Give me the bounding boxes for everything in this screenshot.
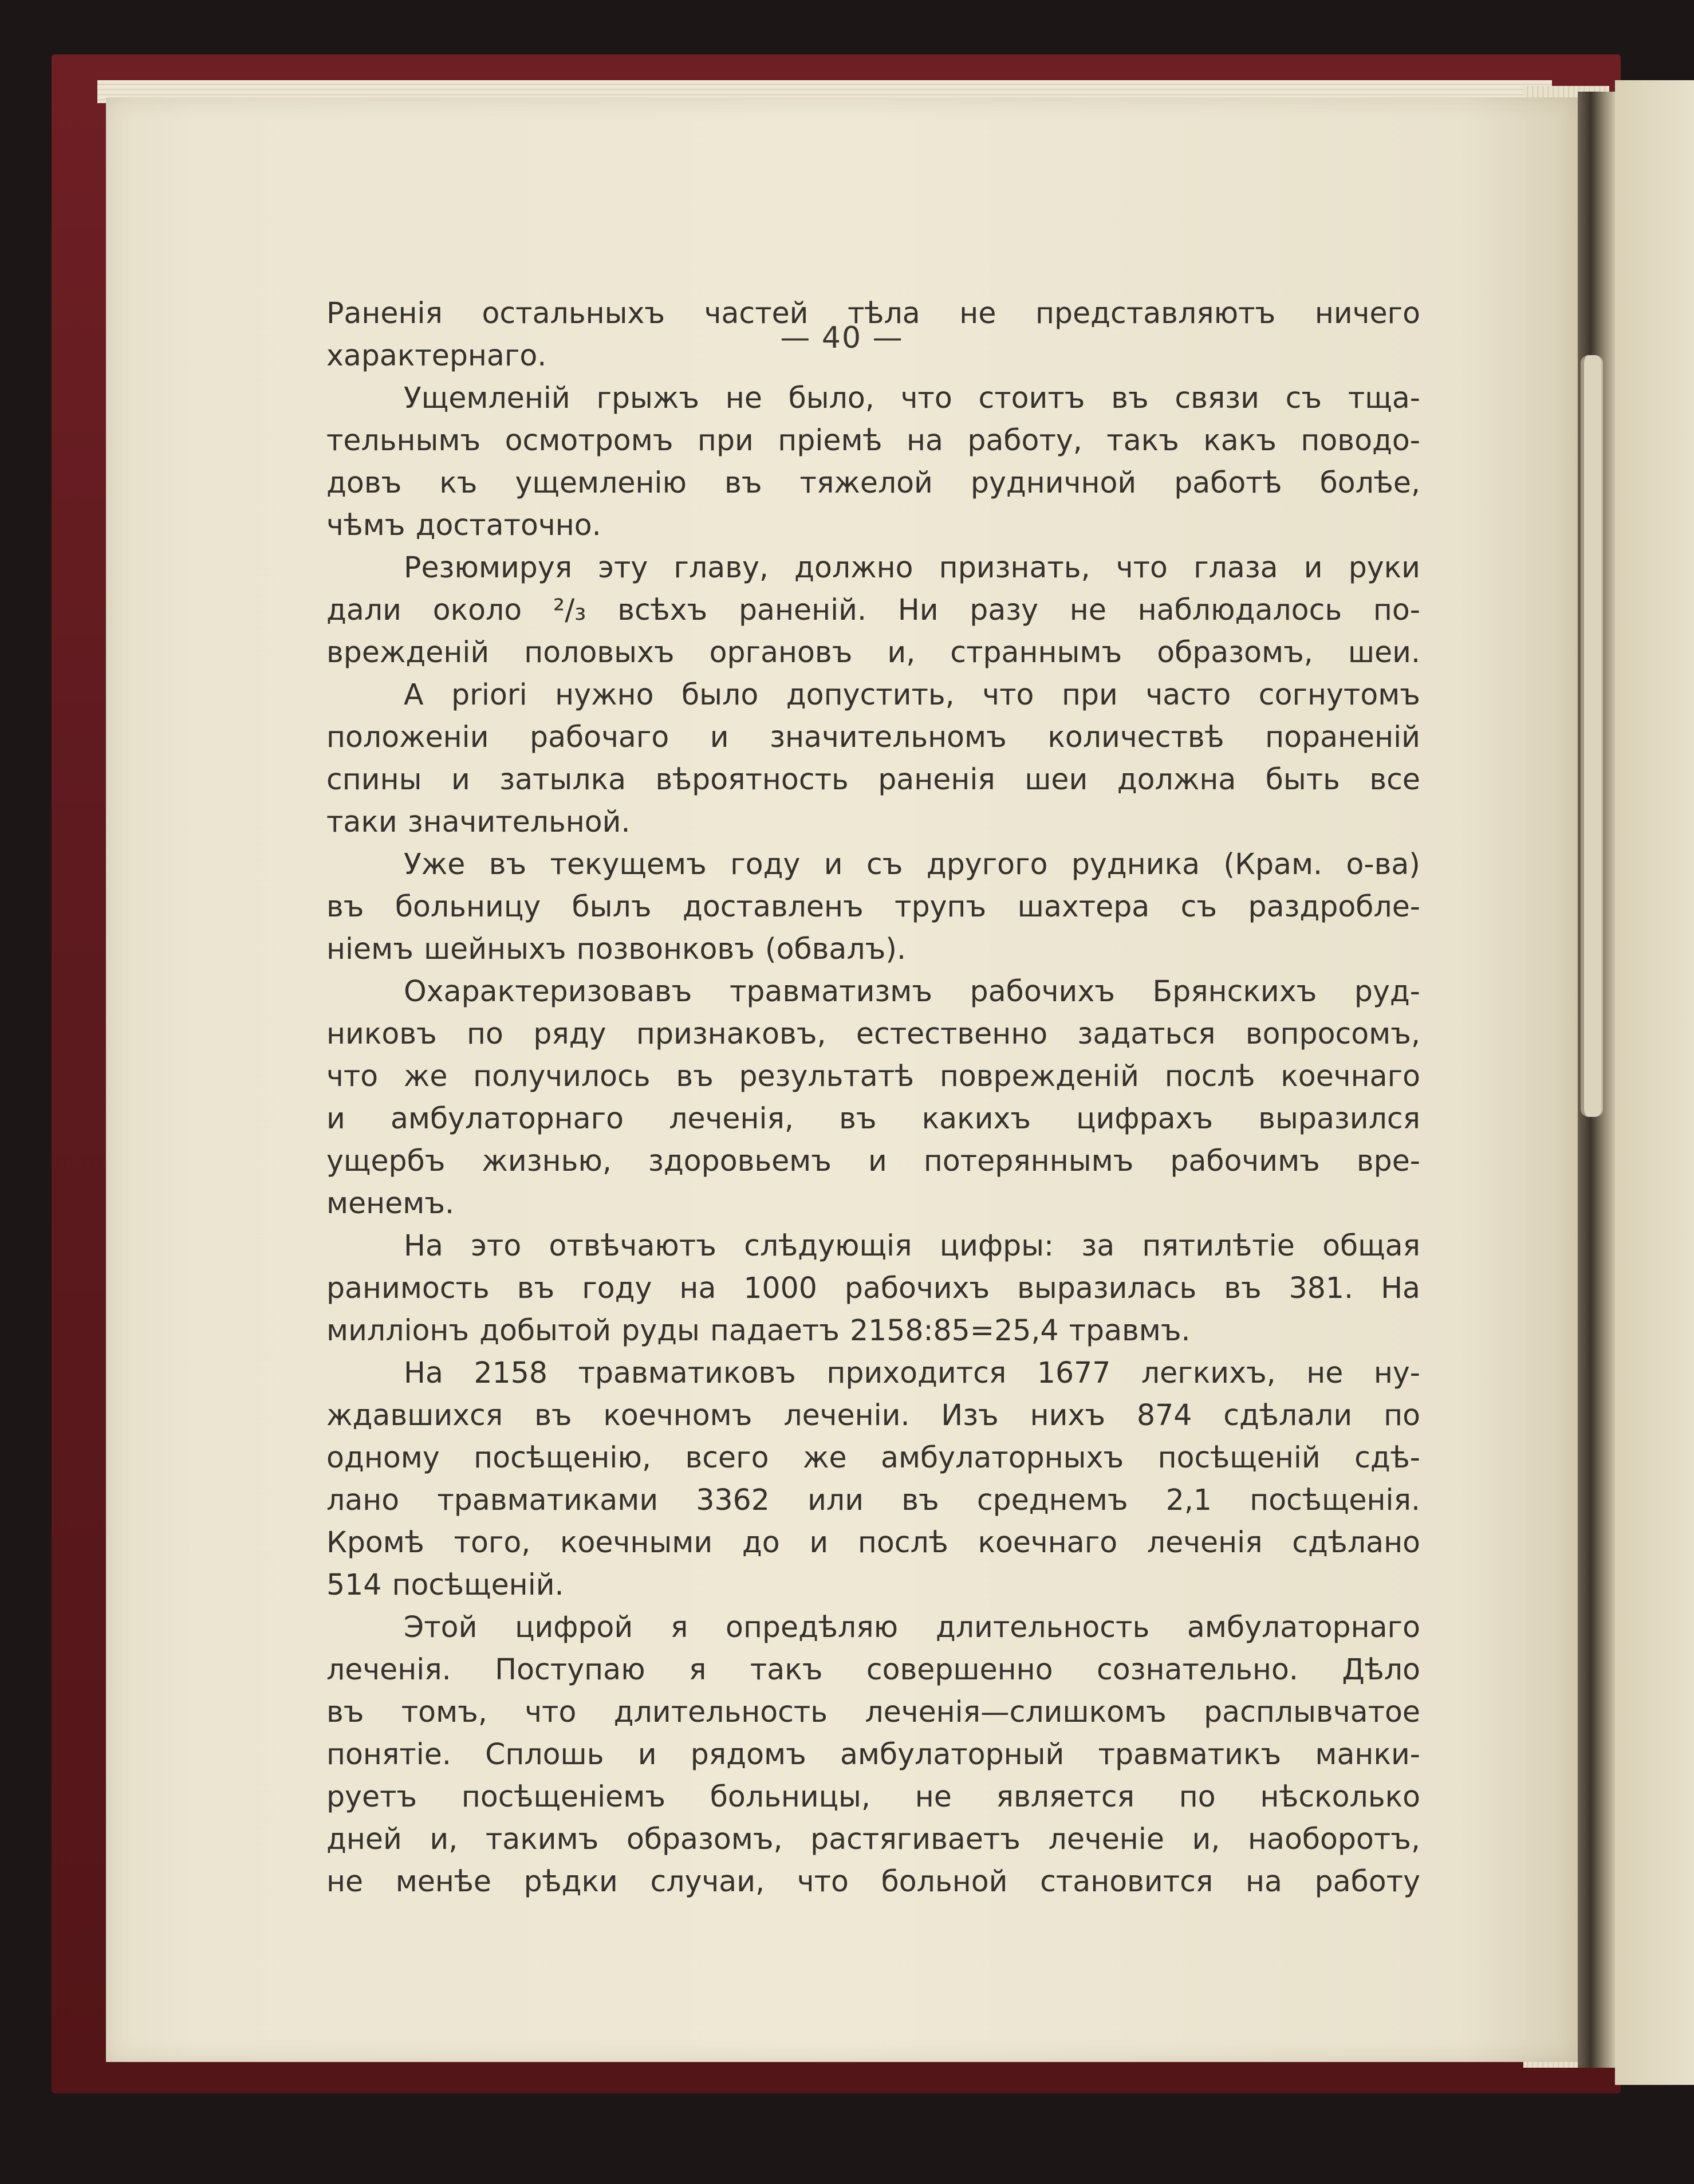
text-line: одному посѣщенію, всего же амбулаторныхъ посѣщеній сдѣ- (326, 1441, 1420, 1474)
text-line: тельнымъ осмотромъ при пріемѣ на работу, такъ какъ поводо- (326, 423, 1420, 457)
text-line: Охарактеризовавъ травматизмъ рабочихъ Брянскихъ руд- (404, 974, 1420, 1008)
text-line: таки значительной. (326, 805, 631, 839)
text-line: ніемъ шейныхъ позвонковъ (обвалъ). (326, 932, 907, 966)
text-line: А priori нужно было допустить, что при часто согнутомъ (404, 678, 1420, 711)
text-line: не менѣе рѣдки случаи, что больной становится на работу (326, 1864, 1420, 1898)
text-line: ждавшихся въ коечномъ леченіи. Изъ нихъ 874 сдѣлали по (326, 1398, 1420, 1432)
text-line: дней и, такимъ образомъ, растягиваетъ леченіе и, наоборотъ, (326, 1822, 1420, 1856)
text-line: Резюмируя эту главу, должно признать, что глаза и руки (404, 550, 1420, 584)
text-line: ущербъ жизнью, здоровьемъ и потеряннымъ рабочимъ вре- (326, 1144, 1420, 1178)
text-line: руетъ посѣщеніемъ больницы, не является по нѣсколько (326, 1780, 1420, 1813)
text-line: милліонъ добытой руды падаетъ 2158:85=25,4 травмъ. (326, 1313, 1191, 1347)
text-line: довъ къ ущемленію въ тяжелой рудничной работѣ болѣе, (326, 466, 1420, 499)
text-line: въ больницу былъ доставленъ трупъ шахтера съ раздробле- (326, 890, 1420, 923)
text-line: Этой цифрой я опредѣляю длительность амбулаторнаго (404, 1610, 1420, 1644)
text-line: врежденій половыхъ органовъ и, страннымъ образомъ, шеи. (326, 635, 1420, 669)
text-line: въ томъ, что длительность леченія—слишкомъ расплывчатое (326, 1695, 1420, 1729)
text-line: характернаго. (326, 339, 547, 372)
text-line: На это отвѣчаютъ слѣдующія цифры: за пятилѣтіе общая (404, 1229, 1420, 1262)
text-line: положеніи рабочаго и значительномъ количествѣ пораненій (326, 720, 1420, 754)
text-line: понятіе. Сплошь и рядомъ амбулаторный травматикъ манки- (326, 1737, 1420, 1771)
text-line: никовъ по ряду признаковъ, естественно задаться вопросомъ, (326, 1017, 1420, 1050)
body-text (326, 292, 1420, 1903)
text-line: 514 посѣщеній. (326, 1568, 564, 1601)
text-line: что же получилось въ результатѣ поврежденій послѣ коечнаго (326, 1059, 1420, 1093)
text-line: ранимость въ году на 1000 рабочихъ выразилась въ 381. На (326, 1271, 1420, 1305)
text-line: Уже въ текущемъ году и съ другого рудника (Крам. о-ва) (404, 847, 1420, 881)
facing-page-edge (1615, 80, 1694, 2085)
text-line: и амбулаторнаго леченія, въ какихъ цифрахъ выразился (326, 1101, 1420, 1135)
text-line: Ущемленій грыжъ не было, что стоитъ въ связи съ тща- (404, 381, 1420, 415)
text-line: На 2158 травматиковъ приходится 1677 легкихъ, не ну- (404, 1356, 1420, 1390)
text-line: Раненія остальныхъ частей тѣла не представляютъ ничего (326, 296, 1420, 330)
text-line: леченія. Поступаю я такъ совершенно сознательно. Дѣло (326, 1652, 1420, 1686)
text-line: менемъ. (326, 1186, 455, 1220)
text-line: дали около ²/₃ всѣхъ раненій. Ни разу не наблюдалось по- (326, 593, 1420, 627)
text-line: чѣмъ достаточно. (326, 508, 601, 542)
bookmark-ribbon (1581, 355, 1603, 1117)
text-line: спины и затылка вѣроятность раненія шеи должна быть все (326, 762, 1420, 796)
page-number: — 40 — (780, 321, 904, 355)
text-line: лано травматиками 3362 или въ среднемъ 2,1 посѣщенія. (326, 1483, 1420, 1517)
text-line: Кромѣ того, коечными до и послѣ коечнаго леченія сдѣлано (326, 1525, 1420, 1559)
